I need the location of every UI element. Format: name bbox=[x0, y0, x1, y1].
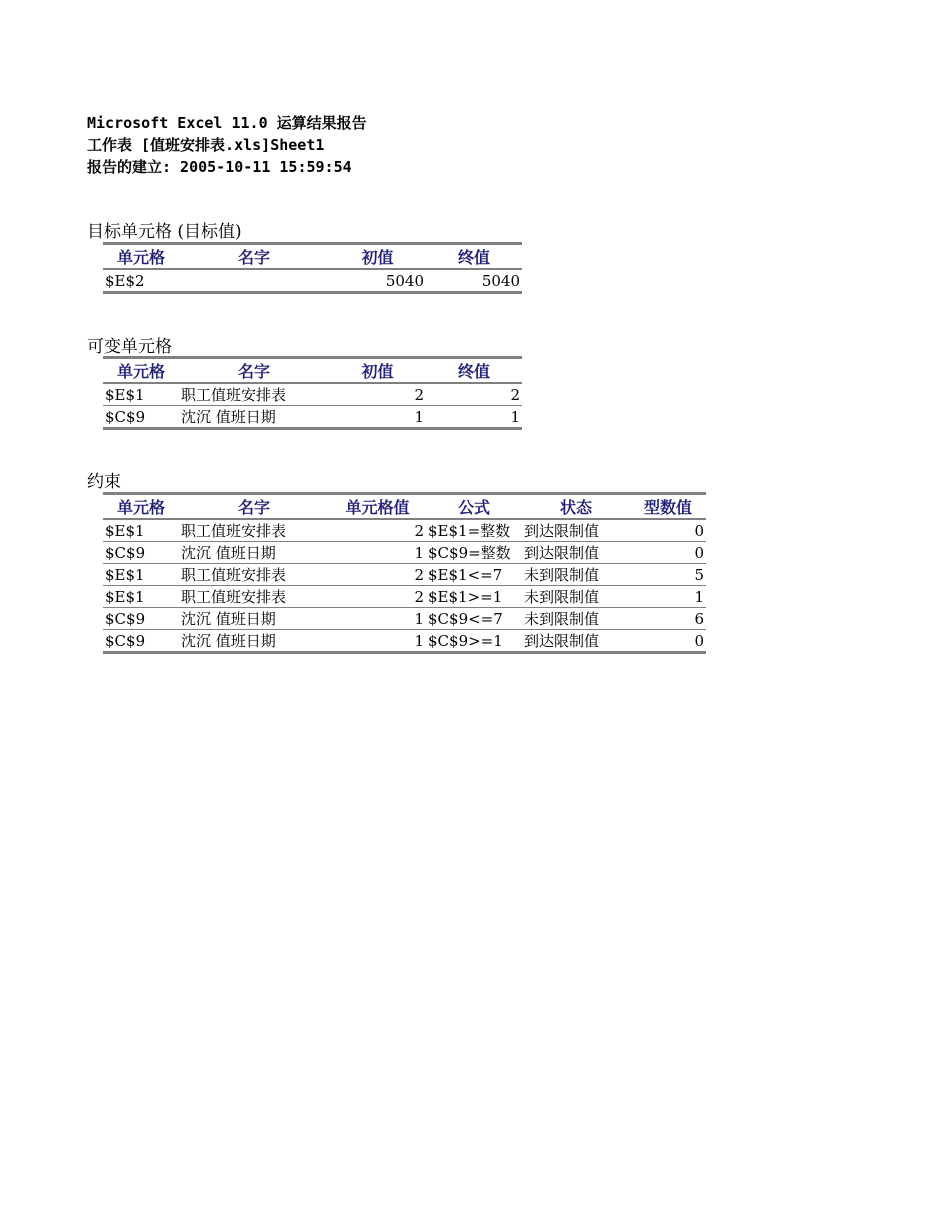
table-row bbox=[103, 269, 522, 293]
cell-ref: $C$9 bbox=[103, 630, 179, 653]
table-header-row bbox=[103, 494, 706, 520]
table-row bbox=[103, 542, 706, 564]
col-header-initial: 初值 bbox=[329, 358, 426, 384]
table-row bbox=[103, 406, 522, 429]
cell-value: 2 bbox=[329, 564, 426, 586]
cell-name: 沈沉 值班日期 bbox=[179, 630, 329, 653]
constraints-table bbox=[103, 492, 706, 654]
cell-value: 1 bbox=[329, 630, 426, 653]
initial-value: 1 bbox=[329, 406, 426, 429]
cell-name: 职工值班安排表 bbox=[179, 586, 329, 608]
final-value: 2 bbox=[426, 383, 522, 406]
col-header-final: 终值 bbox=[426, 244, 522, 270]
final-value: 1 bbox=[426, 406, 522, 429]
cell-ref: $C$9 bbox=[103, 542, 179, 564]
cell-value: 2 bbox=[329, 519, 426, 542]
cell-name: 职工值班安排表 bbox=[179, 383, 329, 406]
slack: 0 bbox=[630, 519, 706, 542]
cell-name bbox=[179, 269, 329, 293]
col-header-slack: 型数值 bbox=[630, 494, 706, 520]
cell-name: 职工值班安排表 bbox=[179, 519, 329, 542]
formula: $E$1<=7 bbox=[426, 564, 522, 586]
table-row bbox=[103, 630, 706, 653]
initial-value: 5040 bbox=[329, 269, 426, 293]
col-header-name: 名字 bbox=[179, 358, 329, 384]
cell-ref: $E$1 bbox=[103, 383, 179, 406]
table-row bbox=[103, 608, 706, 630]
cell-value: 2 bbox=[329, 586, 426, 608]
status: 未到限制值 bbox=[522, 608, 630, 630]
worksheet-name: 工作表 [值班安排表.xls]Sheet1 bbox=[87, 136, 325, 154]
target-table bbox=[103, 242, 522, 294]
formula: $E$1>=1 bbox=[426, 586, 522, 608]
col-header-cell: 单元格 bbox=[103, 358, 179, 384]
cell-name: 沈沉 值班日期 bbox=[179, 406, 329, 429]
cell-name: 沈沉 值班日期 bbox=[179, 542, 329, 564]
slack: 0 bbox=[630, 630, 706, 653]
cell-ref: $E$1 bbox=[103, 519, 179, 542]
variable-section-title: 可变单元格 bbox=[87, 337, 172, 357]
cell-ref: $E$1 bbox=[103, 586, 179, 608]
slack: 5 bbox=[630, 564, 706, 586]
cell-ref: $E$2 bbox=[103, 269, 179, 293]
status: 到达限制值 bbox=[522, 630, 630, 653]
col-header-cell: 单元格 bbox=[103, 244, 179, 270]
cell-value: 1 bbox=[329, 608, 426, 630]
col-header-initial: 初值 bbox=[329, 244, 426, 270]
status: 到达限制值 bbox=[522, 519, 630, 542]
cell-ref: $E$1 bbox=[103, 564, 179, 586]
final-value: 5040 bbox=[426, 269, 522, 293]
cell-ref: $C$9 bbox=[103, 608, 179, 630]
report-created-time: 报告的建立: 2005-10-11 15:59:54 bbox=[87, 158, 352, 176]
constraints-section-title: 约束 bbox=[87, 472, 121, 492]
col-header-formula: 公式 bbox=[426, 494, 522, 520]
formula: $C$9>=1 bbox=[426, 630, 522, 653]
formula: $C$9<=7 bbox=[426, 608, 522, 630]
col-header-cell-value: 单元格值 bbox=[329, 494, 426, 520]
table-row bbox=[103, 519, 706, 542]
cell-name: 职工值班安排表 bbox=[179, 564, 329, 586]
cell-ref: $C$9 bbox=[103, 406, 179, 429]
formula: $C$9=整数 bbox=[426, 542, 522, 564]
formula: $E$1=整数 bbox=[426, 519, 522, 542]
table-row bbox=[103, 564, 706, 586]
table-row bbox=[103, 383, 522, 406]
report-header bbox=[87, 112, 367, 178]
status: 未到限制值 bbox=[522, 564, 630, 586]
slack: 0 bbox=[630, 542, 706, 564]
status: 到达限制值 bbox=[522, 542, 630, 564]
report-title: Microsoft Excel 11.0 运算结果报告 bbox=[87, 114, 367, 132]
cell-value: 1 bbox=[329, 542, 426, 564]
col-header-final: 终值 bbox=[426, 358, 522, 384]
col-header-name: 名字 bbox=[179, 244, 329, 270]
variable-table bbox=[103, 356, 522, 430]
slack: 1 bbox=[630, 586, 706, 608]
col-header-status: 状态 bbox=[522, 494, 630, 520]
col-header-cell: 单元格 bbox=[103, 494, 179, 520]
target-section-title: 目标单元格 (目标值) bbox=[87, 222, 242, 242]
col-header-name: 名字 bbox=[179, 494, 329, 520]
slack: 6 bbox=[630, 608, 706, 630]
cell-name: 沈沉 值班日期 bbox=[179, 608, 329, 630]
table-row bbox=[103, 586, 706, 608]
initial-value: 2 bbox=[329, 383, 426, 406]
table-header-row bbox=[103, 244, 522, 270]
table-header-row bbox=[103, 358, 522, 384]
status: 未到限制值 bbox=[522, 586, 630, 608]
